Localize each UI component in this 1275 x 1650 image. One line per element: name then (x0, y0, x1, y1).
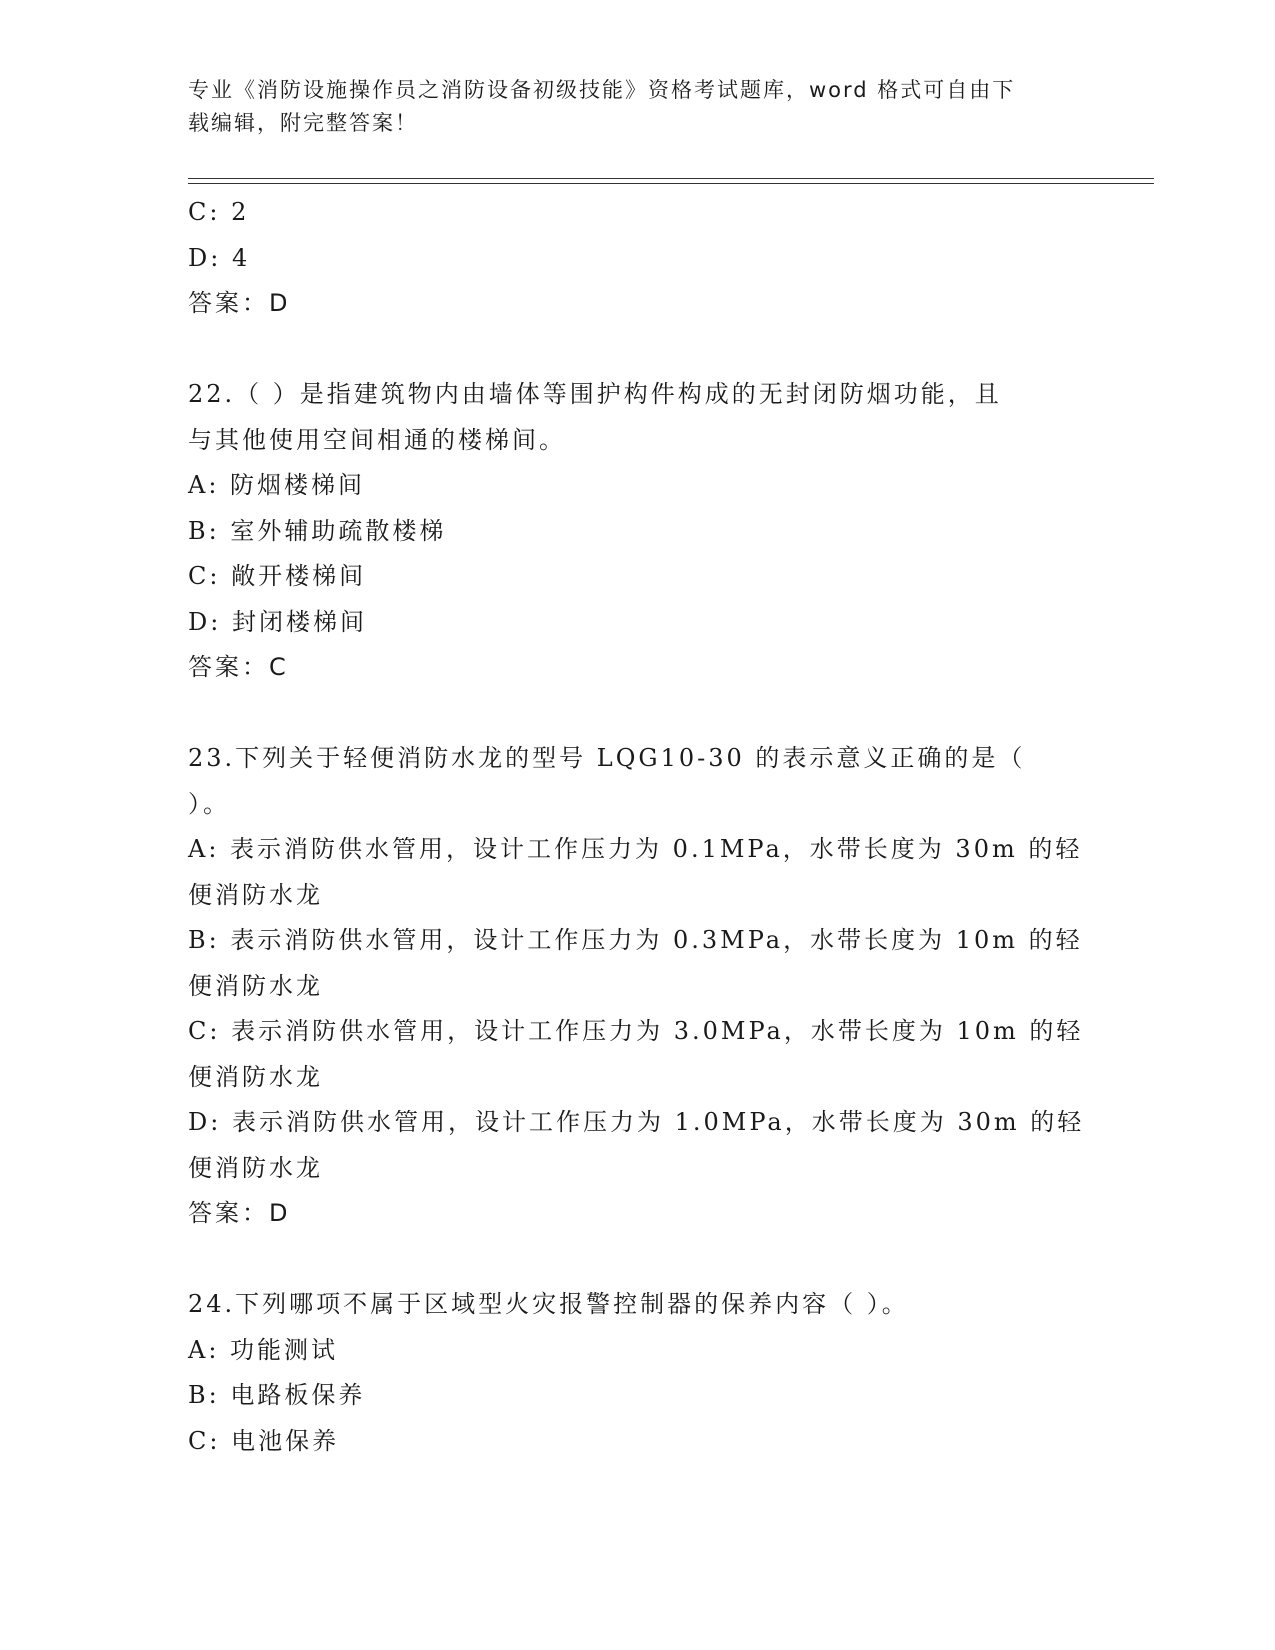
q22-option-b: B: 室外辅助疏散楼梯 (188, 516, 447, 545)
q23-option-a-line-2: 便消防水龙 (188, 880, 323, 909)
q22-option-d: D: 封闭楼梯间 (188, 607, 367, 636)
q22-answer: 答案：C (188, 653, 289, 681)
q23-option-b-line-1: B: 表示消防供水管用，设计工作压力为 0.3MPa，水带长度为 10m 的轻 (188, 926, 1083, 954)
q23-option-c-line-1: C: 表示消防供水管用，设计工作压力为 3.0MPa，水带长度为 10m 的轻 (188, 1017, 1084, 1045)
document-header (188, 74, 1068, 140)
q23-option-d-line-2: 便消防水龙 (188, 1153, 323, 1182)
q23-option-c-line-2: 便消防水龙 (188, 1062, 323, 1091)
q23-stem-line-2: ）。 (188, 789, 230, 818)
q22-option-c: C: 敞开楼梯间 (188, 562, 367, 590)
q22-option-a: A: 防烟楼梯间 (188, 471, 366, 499)
q24-option-b: B: 电路板保养 (188, 1381, 366, 1409)
q24-option-c: C: 电池保养 (188, 1426, 340, 1455)
q24-stem-line-1: 24.下列哪项不属于区域型火灾报警控制器的保养内容（ ）。 (188, 1290, 909, 1318)
q21-option-d: D: 4 (188, 243, 251, 272)
q23-stem-line-1: 23.下列关于轻便消防水龙的型号 LQG10-30 的表示意义正确的是（ (188, 744, 1026, 772)
q23-answer: 答案：D (188, 1199, 291, 1227)
q24-option-a: A: 功能测试 (188, 1335, 339, 1364)
q23-option-d-line-1: D: 表示消防供水管用，设计工作压力为 1.0MPa，水带长度为 30m 的轻 (188, 1108, 1085, 1136)
q23-option-b-line-2: 便消防水龙 (188, 971, 323, 1000)
q23-option-a-line-1: A: 表示消防供水管用，设计工作压力为 0.1MPa，水带长度为 30m 的轻 (188, 835, 1083, 863)
spacer (188, 691, 1088, 737)
q21-option-c: C: 2 (188, 198, 250, 226)
q21-answer: 答案：D (188, 289, 291, 317)
question-content (188, 190, 1088, 1464)
q22-stem-line-1: 22.（ ）是指建筑物内由墙体等围护构件构成的无封闭防烟功能，且 (188, 380, 1002, 408)
q22-stem-line-2: 与其他使用空间相通的楼梯间。 (188, 425, 566, 454)
header-divider-top (188, 178, 1154, 179)
header-line-1: 专业《消防设施操作员之消防设备初级技能》资格考试题库，word 格式可自由下 (188, 78, 1016, 102)
spacer (188, 327, 1088, 373)
header-divider-bottom (188, 183, 1154, 184)
header-line-2: 载编辑，附完整答案！ (188, 111, 418, 135)
spacer (188, 1237, 1088, 1283)
